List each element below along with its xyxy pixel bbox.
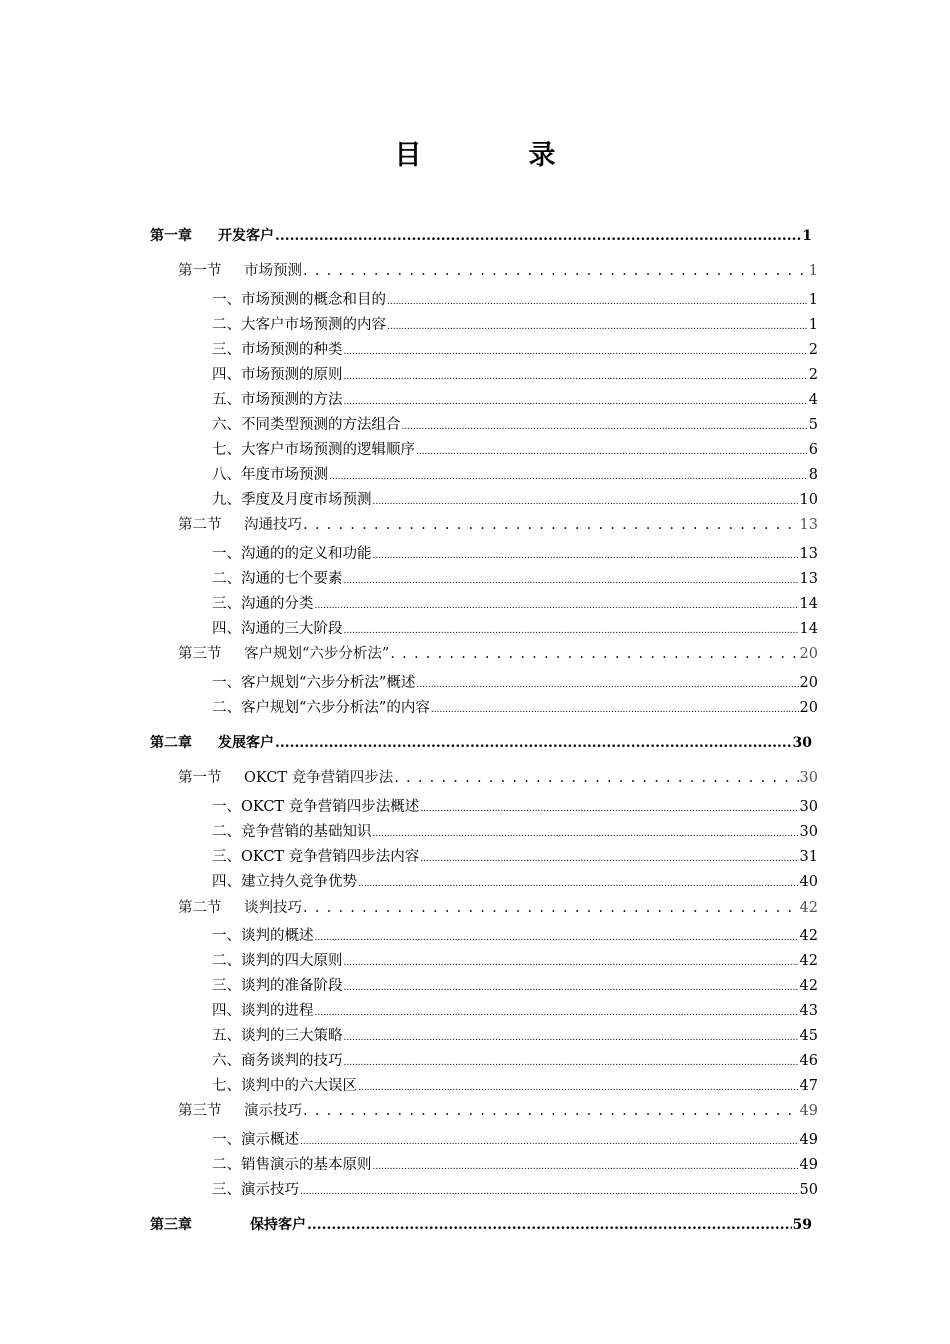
toc-item[interactable] — [212, 1051, 818, 1071]
page-number: 30 — [792, 735, 812, 751]
dot-leader — [344, 619, 799, 641]
toc-item[interactable] — [212, 1026, 818, 1046]
dot-leader — [303, 515, 799, 535]
dot-leader — [394, 768, 798, 788]
chapter-number: 第二章 — [150, 735, 192, 751]
item-title: 四、建立持久竞争优势 — [212, 874, 357, 890]
page-number: 30 — [799, 770, 818, 786]
toc-section[interactable] — [178, 1101, 818, 1121]
toc-item[interactable] — [212, 1001, 818, 1021]
item-title: 三、市场预测的种类 — [212, 342, 343, 358]
dot-leader — [373, 822, 799, 844]
item-title: 五、谈判的三大策略 — [212, 1028, 343, 1044]
dot-leader — [387, 290, 808, 312]
item-title: 一、沟通的的定义和功能 — [212, 546, 372, 562]
dot-leader — [300, 1130, 799, 1152]
item-title: 三、沟通的分类 — [212, 596, 314, 612]
page-number: 42 — [799, 978, 818, 994]
toc-item[interactable] — [212, 619, 818, 639]
dot-leader — [315, 926, 799, 948]
toc-item[interactable] — [212, 847, 818, 867]
item-title: 三、谈判的准备阶段 — [212, 978, 343, 994]
item-title: 七、谈判中的六大误区 — [212, 1078, 357, 1094]
page-number: 43 — [799, 1003, 818, 1019]
page-number: 20 — [799, 700, 818, 716]
section-title: 谈判技巧 — [244, 900, 302, 916]
dot-leader — [390, 644, 798, 664]
dot-leader — [344, 1026, 799, 1048]
toc-item[interactable] — [212, 569, 818, 589]
dot-leader — [416, 673, 798, 695]
item-title: 九、季度及月度市场预测 — [212, 492, 372, 508]
toc-item[interactable] — [212, 797, 818, 817]
page-number: 42 — [799, 900, 818, 916]
toc-item[interactable] — [212, 465, 818, 485]
toc-item[interactable] — [212, 1130, 818, 1150]
toc-chapter-1[interactable] — [150, 226, 812, 246]
dot-leader — [344, 976, 799, 998]
dot-leader — [344, 951, 799, 973]
toc-item[interactable] — [212, 673, 818, 693]
toc-item[interactable] — [212, 290, 818, 310]
dot-leader — [303, 261, 808, 281]
dot-leader — [303, 898, 799, 918]
section-title: 沟通技巧 — [244, 517, 302, 533]
dot-leader — [329, 465, 808, 487]
item-title: 二、沟通的七个要素 — [212, 571, 343, 587]
item-title: 三、OKCT 竞争营销四步法内容 — [212, 849, 420, 865]
section-title: 市场预测 — [244, 263, 302, 279]
page-number: 50 — [799, 1182, 818, 1198]
item-title: 二、竞争营销的基础知识 — [212, 824, 372, 840]
dot-leader — [402, 415, 808, 437]
item-title: 四、市场预测的原则 — [212, 367, 343, 383]
toc-item[interactable] — [212, 415, 818, 435]
toc-item[interactable] — [212, 698, 818, 718]
dot-leader — [344, 1051, 799, 1073]
section-number: 第二节 — [178, 900, 222, 916]
page-number: 1 — [808, 263, 818, 279]
item-title: 六、不同类型预测的方法组合 — [212, 417, 401, 433]
toc-chapter-3[interactable] — [150, 1215, 812, 1235]
toc-item[interactable] — [212, 390, 818, 410]
page-number: 4 — [808, 392, 818, 408]
toc-item[interactable] — [212, 365, 818, 385]
toc-item[interactable] — [212, 872, 818, 892]
toc-item[interactable] — [212, 315, 818, 335]
item-title: 三、演示技巧 — [212, 1182, 299, 1198]
toc-item[interactable] — [212, 440, 818, 460]
dot-leader — [416, 440, 808, 462]
toc-title: 目 录 — [394, 140, 596, 171]
item-title: 二、客户规划“六步分析法”的内容 — [212, 700, 430, 716]
item-title: 八、年度市场预测 — [212, 467, 328, 483]
chapter-title: 保持客户 — [250, 1217, 306, 1233]
dot-leader — [315, 594, 799, 616]
page-number: 1 — [808, 292, 818, 308]
dot-leader — [358, 1076, 799, 1098]
page-number: 2 — [808, 367, 818, 383]
section-number: 第一节 — [178, 263, 222, 279]
item-title: 四、谈判的进程 — [212, 1003, 314, 1019]
dot-leader — [275, 733, 792, 753]
item-title: 五、市场预测的方法 — [212, 392, 343, 408]
dot-leader — [373, 490, 799, 512]
page-number: 31 — [799, 849, 818, 865]
item-title: 七、大客户市场预测的逻辑顺序 — [212, 442, 415, 458]
section-number: 第三节 — [178, 1103, 222, 1119]
dot-leader — [387, 315, 808, 337]
toc-item[interactable] — [212, 976, 818, 996]
dot-leader — [275, 226, 801, 246]
toc-section[interactable] — [178, 768, 818, 788]
item-title: 六、商务谈判的技巧 — [212, 1053, 343, 1069]
toc-section[interactable] — [178, 515, 818, 535]
page-number: 47 — [799, 1078, 818, 1094]
toc-item[interactable] — [212, 490, 818, 510]
item-title: 二、大客户市场预测的内容 — [212, 317, 386, 333]
page-number: 20 — [799, 675, 818, 691]
page-number: 1 — [808, 317, 818, 333]
dot-leader — [307, 1215, 792, 1235]
toc-item[interactable] — [212, 544, 818, 564]
toc-item[interactable] — [212, 1076, 818, 1096]
toc-item[interactable] — [212, 1180, 818, 1200]
chapter-title: 开发客户 — [218, 228, 274, 244]
page-number: 49 — [799, 1103, 818, 1119]
toc-item[interactable] — [212, 822, 818, 842]
page-number: 46 — [799, 1053, 818, 1069]
toc-chapter-2[interactable] — [150, 733, 812, 753]
dot-leader — [315, 1001, 799, 1023]
dot-leader — [373, 544, 799, 566]
toc-section[interactable] — [178, 261, 818, 281]
page-number: 13 — [799, 571, 818, 587]
dot-leader — [344, 340, 808, 362]
dot-leader — [300, 1180, 799, 1202]
toc-section[interactable] — [178, 898, 818, 918]
page-number: 40 — [799, 874, 818, 890]
page-number: 30 — [799, 824, 818, 840]
item-title: 二、销售演示的基本原则 — [212, 1157, 372, 1173]
page-number: 42 — [799, 953, 818, 969]
section-title: 演示技巧 — [244, 1103, 302, 1119]
page-number: 45 — [799, 1028, 818, 1044]
toc-item[interactable] — [212, 926, 818, 946]
page-number: 6 — [808, 442, 818, 458]
section-title: OKCT 竞争营销四步法 — [244, 770, 394, 786]
page-number: 49 — [799, 1132, 818, 1148]
dot-leader — [420, 847, 798, 869]
page-number: 14 — [799, 596, 818, 612]
toc-item[interactable] — [212, 340, 818, 360]
dot-leader — [373, 1155, 799, 1177]
item-title: 四、沟通的三大阶段 — [212, 621, 343, 637]
page-number: 49 — [799, 1157, 818, 1173]
dot-leader — [431, 698, 799, 720]
item-title: 一、谈判的概述 — [212, 928, 314, 944]
dot-leader — [358, 872, 799, 894]
item-title: 一、市场预测的概念和目的 — [212, 292, 386, 308]
section-title: 客户规划“六步分析法” — [244, 646, 390, 662]
page-number: 5 — [808, 417, 818, 433]
toc-item[interactable] — [212, 951, 818, 971]
section-number: 第一节 — [178, 770, 222, 786]
item-title: 一、演示概述 — [212, 1132, 299, 1148]
page-number: 8 — [808, 467, 818, 483]
dot-leader — [344, 365, 808, 387]
toc-item[interactable] — [212, 1155, 818, 1175]
page-number: 10 — [799, 492, 818, 508]
page-number: 42 — [799, 928, 818, 944]
section-number: 第三节 — [178, 646, 222, 662]
dot-leader — [344, 390, 808, 412]
page-number: 13 — [799, 517, 818, 533]
item-title: 一、客户规划“六步分析法”概述 — [212, 675, 416, 691]
page-number: 20 — [799, 646, 818, 662]
toc-section[interactable] — [178, 644, 818, 664]
page-number: 59 — [792, 1217, 812, 1233]
chapter-number: 第三章 — [150, 1217, 192, 1233]
toc-item[interactable] — [212, 594, 818, 614]
page-number: 1 — [802, 228, 812, 244]
page-number: 2 — [808, 342, 818, 358]
chapter-number: 第一章 — [150, 228, 192, 244]
item-title: 二、谈判的四大原则 — [212, 953, 343, 969]
dot-leader — [420, 797, 798, 819]
page-number: 13 — [799, 546, 818, 562]
item-title: 一、OKCT 竞争营销四步法概述 — [212, 799, 420, 815]
dot-leader — [303, 1101, 799, 1121]
section-number: 第二节 — [178, 517, 222, 533]
page-number: 14 — [799, 621, 818, 637]
chapter-title: 发展客户 — [218, 735, 274, 751]
dot-leader — [344, 569, 799, 591]
page-number: 30 — [799, 799, 818, 815]
